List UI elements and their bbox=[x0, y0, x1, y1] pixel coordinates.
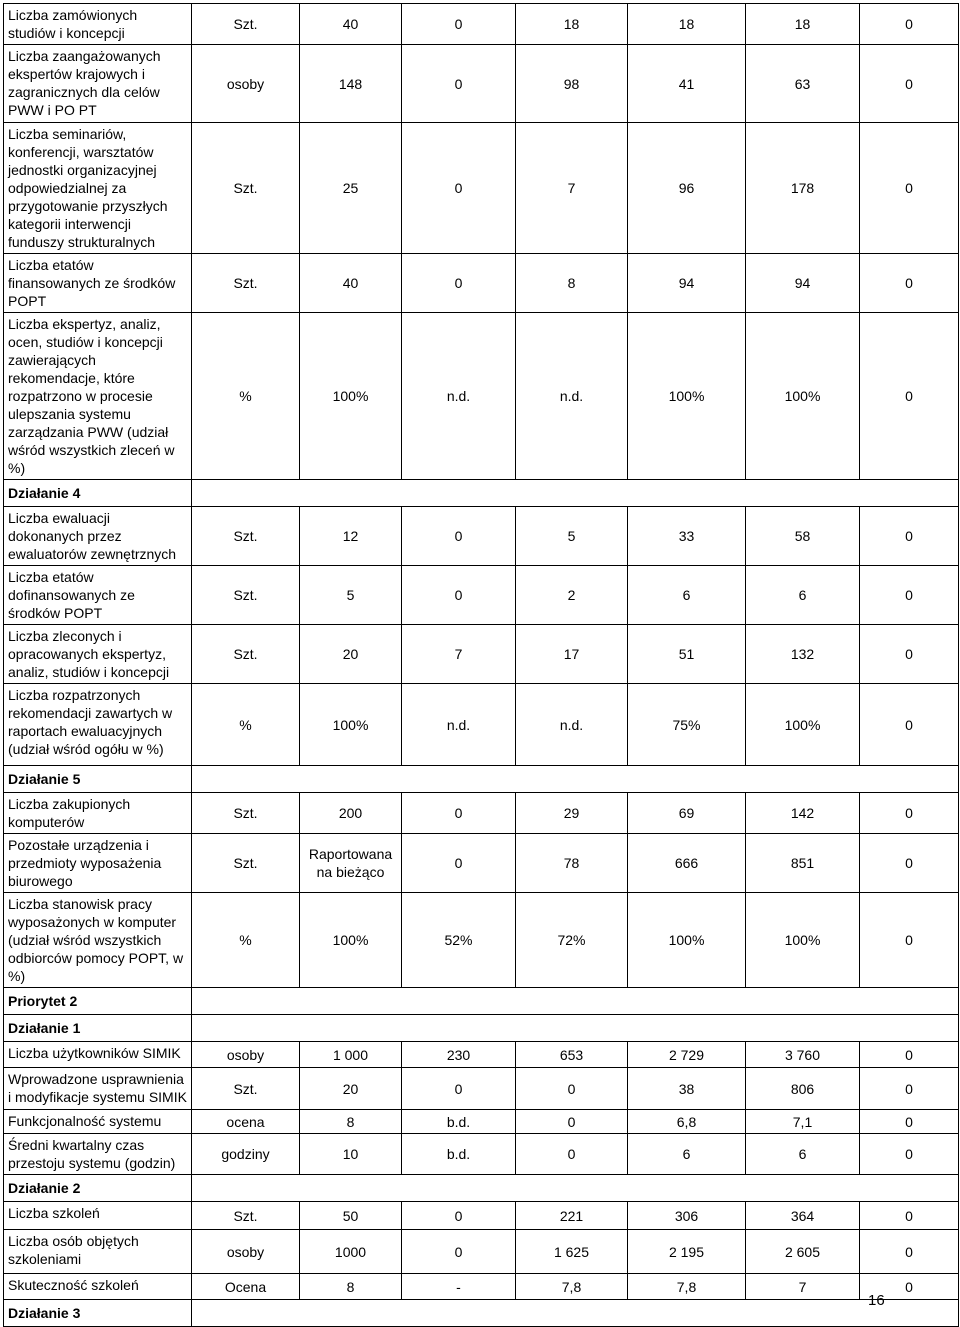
indicator-label: Funkcjonalność systemu bbox=[4, 1110, 192, 1134]
value-cell: n.d. bbox=[402, 684, 516, 766]
section-filler bbox=[192, 1015, 959, 1042]
table-row bbox=[4, 45, 959, 123]
value-cell: 2 195 bbox=[628, 1230, 746, 1274]
value-cell: 75% bbox=[628, 684, 746, 766]
indicator-label: Liczba ekspertyz, analiz, ocen, studiów i koncepcji zawierających rekomendacje, które rozpatrzono w procesie ulepszania systemu zarządzania PWW (udział wśród wszystkich zleceń w %) bbox=[4, 313, 192, 480]
value-cell: 0 bbox=[402, 45, 516, 123]
section-filler bbox=[192, 1300, 959, 1327]
value-cell: 38 bbox=[628, 1068, 746, 1110]
value-cell: 0 bbox=[402, 254, 516, 313]
section-filler bbox=[192, 480, 959, 507]
value-cell: 0 bbox=[402, 1230, 516, 1274]
section-heading: Działanie 1 bbox=[4, 1015, 192, 1042]
value-cell: 6 bbox=[628, 1134, 746, 1175]
table-row bbox=[4, 1068, 959, 1110]
value-cell: 5 bbox=[516, 507, 628, 566]
value-cell: 132 bbox=[746, 625, 860, 684]
value-cell: 0 bbox=[516, 1134, 628, 1175]
value-cell: 2 bbox=[516, 566, 628, 625]
value-cell: 1000 bbox=[300, 1230, 402, 1274]
value-cell: 20 bbox=[300, 1068, 402, 1110]
value-cell: 2 729 bbox=[628, 1042, 746, 1068]
table-row bbox=[4, 254, 959, 313]
table-row bbox=[4, 4, 959, 45]
unit-cell: ocena bbox=[192, 1110, 300, 1134]
value-cell: 25 bbox=[300, 123, 402, 254]
value-cell: 6 bbox=[628, 566, 746, 625]
section-heading: Działanie 5 bbox=[4, 766, 192, 793]
indicator-label: Liczba etatów dofinansowanych ze środków POPT bbox=[4, 566, 192, 625]
section-filler bbox=[192, 988, 959, 1015]
indicator-label: Liczba rozpatrzonych rekomendacji zawartych w raportach ewaluacyjnych (udział wśród ogółu w %) bbox=[4, 684, 192, 766]
indicator-label: Liczba zaangażowanych ekspertów krajowych i zagranicznych dla celów PWW i PO PT bbox=[4, 45, 192, 123]
table-row bbox=[4, 834, 959, 893]
value-cell: 8 bbox=[300, 1110, 402, 1134]
indicator-label: Liczba osób objętych szkoleniami bbox=[4, 1230, 192, 1274]
value-cell: 851 bbox=[746, 834, 860, 893]
value-cell: 0 bbox=[860, 834, 959, 893]
indicator-label: Liczba seminariów, konferencji, warsztatów jednostki organizacyjnej odpowiedzialnej za przygotowanie przyszłych kategorii interwencji funduszy strukturalnych bbox=[4, 123, 192, 254]
table-row bbox=[4, 1274, 959, 1300]
value-cell: 5 bbox=[300, 566, 402, 625]
value-cell: 29 bbox=[516, 793, 628, 834]
value-cell: 0 bbox=[402, 123, 516, 254]
value-cell: 0 bbox=[860, 1202, 959, 1230]
value-cell: n.d. bbox=[516, 313, 628, 480]
value-cell: 0 bbox=[860, 566, 959, 625]
page-number: 16 bbox=[868, 1292, 885, 1309]
table-row bbox=[4, 1202, 959, 1230]
section-row bbox=[4, 1175, 959, 1202]
section-row bbox=[4, 1015, 959, 1042]
value-cell: 8 bbox=[516, 254, 628, 313]
unit-cell: Szt. bbox=[192, 625, 300, 684]
section-heading: Działanie 4 bbox=[4, 480, 192, 507]
value-cell: 0 bbox=[860, 313, 959, 480]
value-cell: 52% bbox=[402, 893, 516, 988]
section-filler bbox=[192, 766, 959, 793]
indicator-label: Średni kwartalny czas przestoju systemu (godzin) bbox=[4, 1134, 192, 1175]
value-cell: 6,8 bbox=[628, 1110, 746, 1134]
section-row bbox=[4, 480, 959, 507]
indicator-label: Liczba użytkowników SIMIK bbox=[4, 1042, 192, 1068]
value-cell: 306 bbox=[628, 1202, 746, 1230]
value-cell: 41 bbox=[628, 45, 746, 123]
unit-cell: osoby bbox=[192, 1230, 300, 1274]
value-cell: 18 bbox=[628, 4, 746, 45]
unit-cell: % bbox=[192, 684, 300, 766]
unit-cell: osoby bbox=[192, 45, 300, 123]
indicator-label: Liczba zakupionych komputerów bbox=[4, 793, 192, 834]
indicator-label: Liczba szkoleń bbox=[4, 1202, 192, 1230]
value-cell: 63 bbox=[746, 45, 860, 123]
table-row bbox=[4, 566, 959, 625]
indicator-label: Liczba ewaluacji dokonanych przez ewaluatorów zewnętrznych bbox=[4, 507, 192, 566]
value-cell: 0 bbox=[402, 1068, 516, 1110]
value-cell: 0 bbox=[516, 1110, 628, 1134]
value-cell: 0 bbox=[860, 45, 959, 123]
value-cell: 0 bbox=[860, 625, 959, 684]
value-cell: 200 bbox=[300, 793, 402, 834]
value-cell: 3 760 bbox=[746, 1042, 860, 1068]
value-cell: 12 bbox=[300, 507, 402, 566]
unit-cell: Szt. bbox=[192, 254, 300, 313]
value-cell: 72% bbox=[516, 893, 628, 988]
value-cell: 10 bbox=[300, 1134, 402, 1175]
value-cell: 18 bbox=[746, 4, 860, 45]
value-cell: 33 bbox=[628, 507, 746, 566]
value-cell: 51 bbox=[628, 625, 746, 684]
value-cell: 40 bbox=[300, 254, 402, 313]
value-cell: 18 bbox=[516, 4, 628, 45]
value-cell: 40 bbox=[300, 4, 402, 45]
value-cell: 666 bbox=[628, 834, 746, 893]
section-filler bbox=[192, 1175, 959, 1202]
value-cell: 364 bbox=[746, 1202, 860, 1230]
value-cell: 8 bbox=[300, 1274, 402, 1300]
value-cell: 0 bbox=[860, 1068, 959, 1110]
section-row bbox=[4, 1300, 959, 1327]
unit-cell: Szt. bbox=[192, 1202, 300, 1230]
value-cell: 2 605 bbox=[746, 1230, 860, 1274]
value-cell: b.d. bbox=[402, 1134, 516, 1175]
value-cell: 7 bbox=[516, 123, 628, 254]
value-cell: 20 bbox=[300, 625, 402, 684]
value-cell: 0 bbox=[860, 1274, 959, 1300]
value-cell: 0 bbox=[860, 254, 959, 313]
value-cell: 100% bbox=[628, 893, 746, 988]
value-cell: 100% bbox=[628, 313, 746, 480]
value-cell: 0 bbox=[860, 1110, 959, 1134]
value-cell: 58 bbox=[746, 507, 860, 566]
indicator-label: Liczba stanowisk pracy wyposażonych w komputer (udział wśród wszystkich odbiorców pomocy POPT, w %) bbox=[4, 893, 192, 988]
value-cell: b.d. bbox=[402, 1110, 516, 1134]
value-cell: 69 bbox=[628, 793, 746, 834]
value-cell: 0 bbox=[860, 1042, 959, 1068]
section-row bbox=[4, 988, 959, 1015]
value-cell: 50 bbox=[300, 1202, 402, 1230]
unit-cell: godziny bbox=[192, 1134, 300, 1175]
section-row bbox=[4, 766, 959, 793]
section-heading: Działanie 3 bbox=[4, 1300, 192, 1327]
value-cell: n.d. bbox=[516, 684, 628, 766]
value-cell: 0 bbox=[860, 123, 959, 254]
value-cell: 0 bbox=[402, 4, 516, 45]
indicator-label: Wprowadzone usprawnienia i modyfikacje systemu SIMIK bbox=[4, 1068, 192, 1110]
value-cell: 7 bbox=[402, 625, 516, 684]
table-row bbox=[4, 684, 959, 766]
value-cell: 653 bbox=[516, 1042, 628, 1068]
value-cell: 0 bbox=[860, 893, 959, 988]
table-row bbox=[4, 313, 959, 480]
value-cell: 17 bbox=[516, 625, 628, 684]
value-cell: 6 bbox=[746, 566, 860, 625]
table-row bbox=[4, 1110, 959, 1134]
table-row bbox=[4, 625, 959, 684]
value-cell: n.d. bbox=[402, 313, 516, 480]
table-row bbox=[4, 893, 959, 988]
value-cell: 0 bbox=[860, 1230, 959, 1274]
value-cell: 94 bbox=[628, 254, 746, 313]
value-cell: 142 bbox=[746, 793, 860, 834]
unit-cell: Szt. bbox=[192, 507, 300, 566]
unit-cell: Szt. bbox=[192, 793, 300, 834]
value-cell: 100% bbox=[300, 313, 402, 480]
value-cell: 0 bbox=[860, 1134, 959, 1175]
unit-cell: Szt. bbox=[192, 566, 300, 625]
unit-cell: % bbox=[192, 893, 300, 988]
value-cell: 0 bbox=[860, 793, 959, 834]
indicator-table bbox=[3, 3, 959, 1327]
unit-cell: Szt. bbox=[192, 1068, 300, 1110]
value-cell: 7,8 bbox=[628, 1274, 746, 1300]
value-cell: 0 bbox=[402, 566, 516, 625]
value-cell: 1 000 bbox=[300, 1042, 402, 1068]
section-heading: Działanie 2 bbox=[4, 1175, 192, 1202]
table-row bbox=[4, 1230, 959, 1274]
indicator-label: Liczba etatów finansowanych ze środków POPT bbox=[4, 254, 192, 313]
value-cell: 100% bbox=[746, 313, 860, 480]
value-cell: 178 bbox=[746, 123, 860, 254]
table-row bbox=[4, 507, 959, 566]
value-cell: - bbox=[402, 1274, 516, 1300]
indicator-label: Liczba zleconych i opracowanych ekspertyz, analiz, studiów i koncepcji bbox=[4, 625, 192, 684]
table-row bbox=[4, 1042, 959, 1068]
value-cell: 0 bbox=[860, 507, 959, 566]
unit-cell: Szt. bbox=[192, 834, 300, 893]
indicator-label: Skuteczność szkoleń bbox=[4, 1274, 192, 1300]
value-cell: 230 bbox=[402, 1042, 516, 1068]
table-body bbox=[4, 4, 959, 1327]
value-cell: 0 bbox=[402, 1202, 516, 1230]
value-cell: 0 bbox=[402, 507, 516, 566]
value-cell: Raportowana na bieżąco bbox=[300, 834, 402, 893]
value-cell: 100% bbox=[300, 893, 402, 988]
value-cell: 148 bbox=[300, 45, 402, 123]
value-cell: 0 bbox=[402, 834, 516, 893]
value-cell: 806 bbox=[746, 1068, 860, 1110]
table-row bbox=[4, 793, 959, 834]
unit-cell: Szt. bbox=[192, 4, 300, 45]
value-cell: 221 bbox=[516, 1202, 628, 1230]
unit-cell: Ocena bbox=[192, 1274, 300, 1300]
value-cell: 0 bbox=[402, 793, 516, 834]
value-cell: 98 bbox=[516, 45, 628, 123]
value-cell: 100% bbox=[746, 684, 860, 766]
value-cell: 6 bbox=[746, 1134, 860, 1175]
value-cell: 7,8 bbox=[516, 1274, 628, 1300]
indicator-label: Pozostałe urządzenia i przedmioty wyposażenia biurowego bbox=[4, 834, 192, 893]
unit-cell: osoby bbox=[192, 1042, 300, 1068]
unit-cell: % bbox=[192, 313, 300, 480]
value-cell: 96 bbox=[628, 123, 746, 254]
value-cell: 100% bbox=[746, 893, 860, 988]
table-row bbox=[4, 1134, 959, 1175]
table-row bbox=[4, 123, 959, 254]
value-cell: 100% bbox=[300, 684, 402, 766]
value-cell: 1 625 bbox=[516, 1230, 628, 1274]
section-heading: Priorytet 2 bbox=[4, 988, 192, 1015]
value-cell: 7 bbox=[746, 1274, 860, 1300]
value-cell: 78 bbox=[516, 834, 628, 893]
value-cell: 94 bbox=[746, 254, 860, 313]
unit-cell: Szt. bbox=[192, 123, 300, 254]
value-cell: 0 bbox=[860, 4, 959, 45]
value-cell: 0 bbox=[860, 684, 959, 766]
indicator-label: Liczba zamówionych studiów i koncepcji bbox=[4, 4, 192, 45]
value-cell: 0 bbox=[516, 1068, 628, 1110]
value-cell: 7,1 bbox=[746, 1110, 860, 1134]
